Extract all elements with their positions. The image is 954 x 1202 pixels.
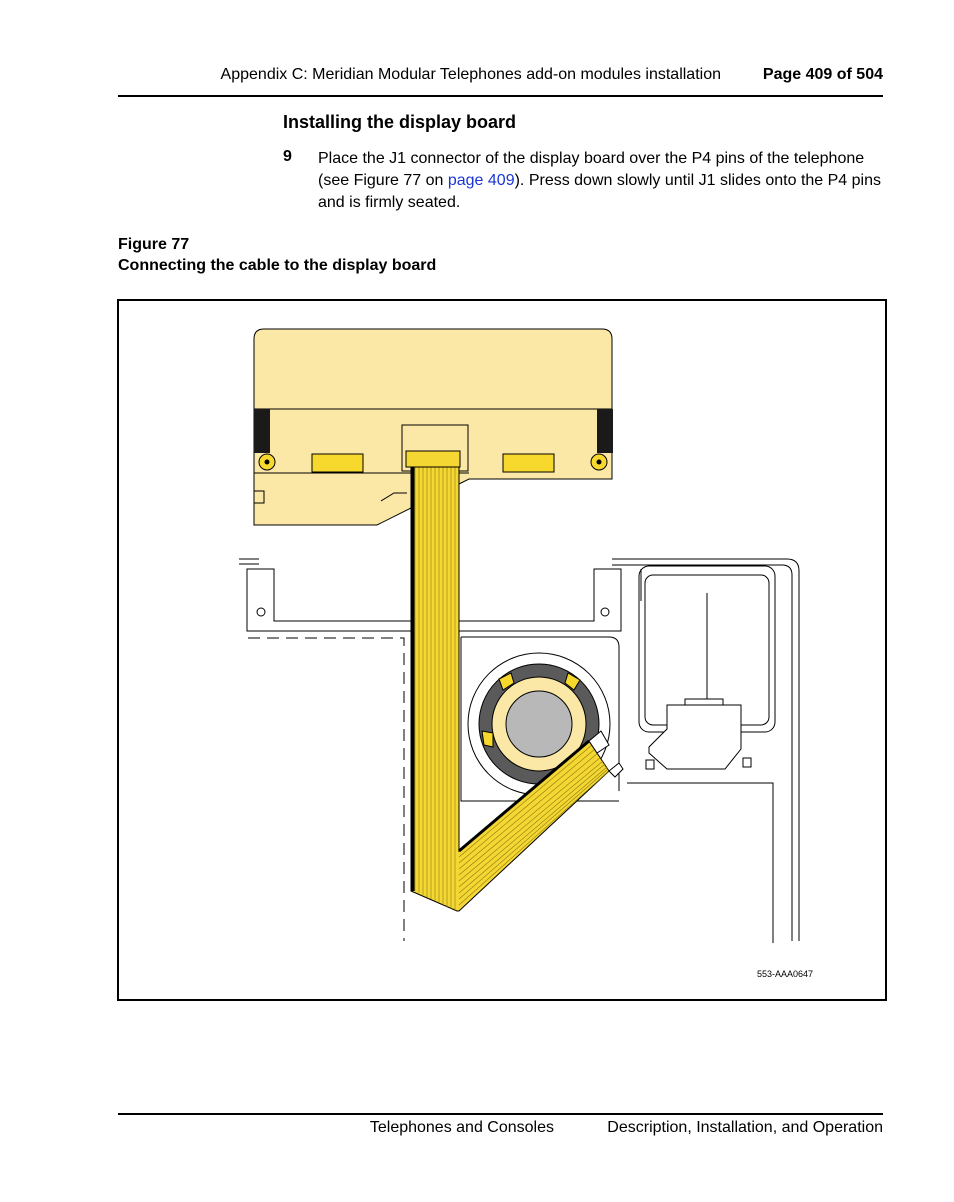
header-title: Appendix C: Meridian Modular Telephones add-on modules installation	[220, 66, 721, 83]
footer-rule	[118, 1113, 883, 1115]
step-text-after-link: ). Press down slowly until J1 slides onto the P4 pins and is firmly seated.	[318, 172, 881, 211]
figure-id: 553-AAA0647	[757, 969, 814, 979]
step-number: 9	[283, 148, 292, 165]
figure-label	[118, 234, 436, 276]
step-text	[318, 148, 888, 214]
section-heading: Installing the display board	[283, 112, 517, 132]
step-text-before-link: Place the J1 connector of the display board over the P4 pins of the telephone (see Figure 77 on	[318, 150, 865, 189]
footer-right: Description, Installation, and Operation	[607, 1119, 883, 1136]
figure-caption: Connecting the cable to the display board	[118, 257, 437, 274]
header-rule	[118, 95, 883, 97]
p4-connector	[646, 593, 751, 769]
page-header	[118, 64, 883, 88]
page-link[interactable]: page 409	[447, 172, 515, 189]
header-page-number: Page 409 of 504	[762, 66, 883, 83]
figure-frame	[117, 299, 887, 1001]
figure-illustration	[119, 301, 885, 999]
figure-number: Figure 77	[118, 236, 190, 253]
footer-left: Telephones and Consoles	[369, 1119, 554, 1136]
